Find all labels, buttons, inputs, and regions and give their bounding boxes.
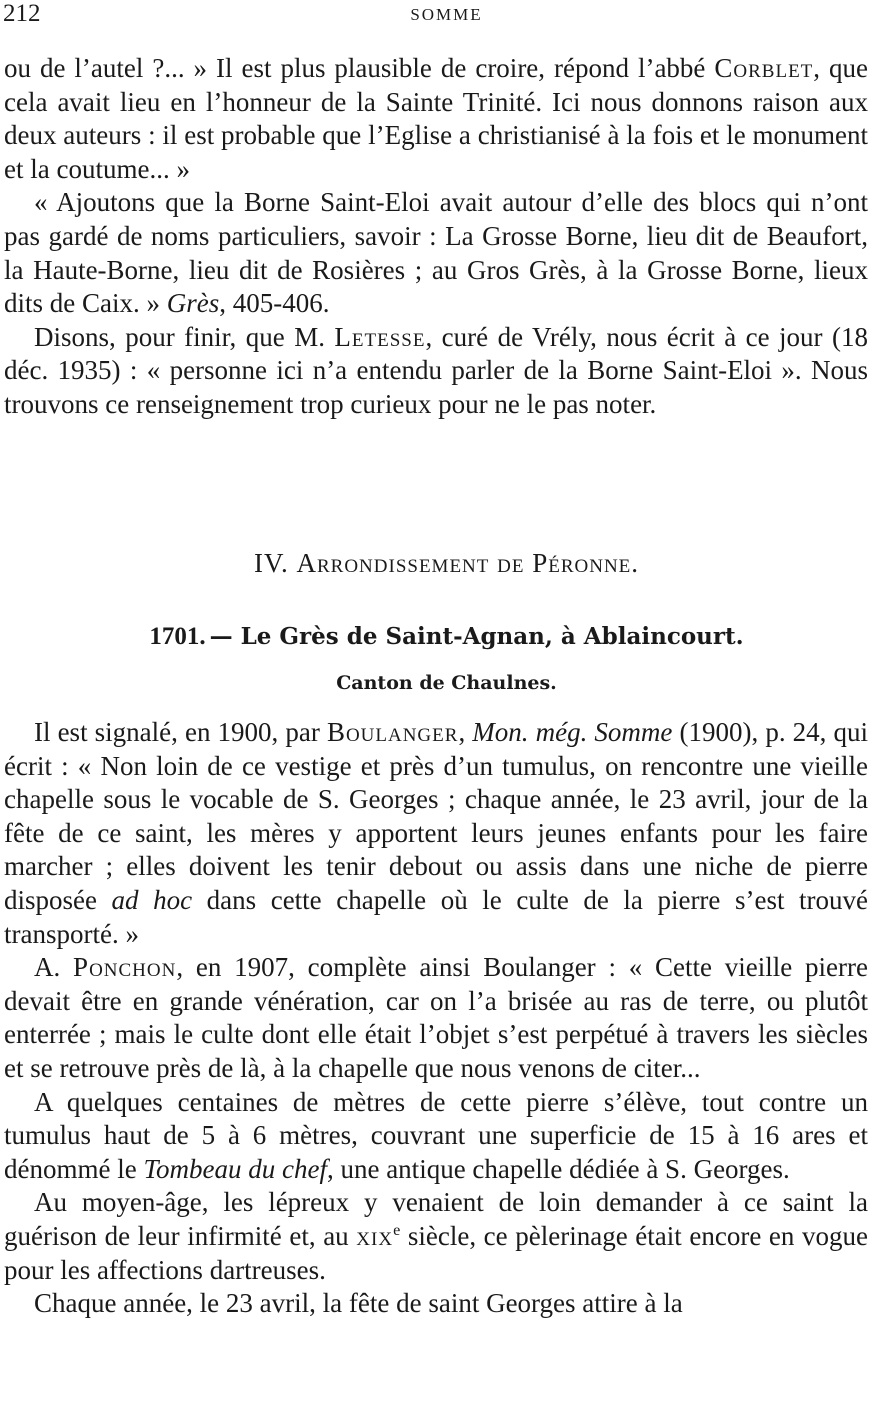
author-name: Ponchon (73, 952, 177, 983)
top-text-block (4, 52, 868, 422)
paragraph-boulanger (4, 716, 868, 951)
citation-title: Grès (166, 288, 220, 319)
paragraph-saint-georges (4, 1287, 868, 1321)
text-run: , curé de Vrély, nous écrit à ce jour (18 déc. 1935) : « personne ici n’a entendu parler de la Borne Saint-Eloi ». Nous trouvons ce renseignement trop curieux pour ne le pas noter. (4, 321, 868, 419)
text-run: Disons, pour finir, que M. (34, 321, 335, 352)
text-run: , (458, 717, 473, 747)
text-run: dans cette chapelle où le culte de la pierre s’est trouvé transporté. » (4, 884, 868, 949)
author-name: Corblet (714, 53, 814, 83)
text-run: (1900), p. 24, qui écrit : « Non loin de ce vestige et près d’un tumulus, on rencontre une vieille chapelle sous le vocable de S. Georges ; chaque année, le 23 avril, jour de la fête de ce saint, les mères y apportent leurs jeunes enfants pour les faire marcher ; elles doivent les tenir debout ou assis dans une niche de pierre disposée (4, 717, 868, 915)
text-run: A quelques centaines de mètres de cette pierre s’élève, tout contre un tumulus haut de 5 à 6 mètres, couvrant une superficie de 15 à 16 ares et dénommé le (4, 1086, 868, 1184)
canton-subtitle: Canton de Chaulnes. (336, 672, 557, 694)
author-name: Boulanger (326, 717, 459, 747)
text-run: siècle, ce pèlerinage était encore en vogue pour les affections dartreuses. (4, 1220, 868, 1285)
author-name: Letesse (334, 321, 426, 352)
page-header (0, 0, 893, 28)
latin-phrase: ad hoc (111, 884, 193, 915)
text-run: , en 1907, complète ainsi Boulanger : « Cette vieille pierre devait être en grande vénération, car on l’a brisée au ras de terre, ou plutôt enterrée ; mais le culte dont elle était l’objet s’est perpétué à travers les siècles et se retrouve près de là, à la chapelle que nous venons de citer... (4, 952, 869, 1083)
running-title: SOMME (410, 5, 483, 24)
entry-text-block (4, 716, 868, 1321)
entry-title-text: — Le Grès de Saint-Agnan, à Ablaincourt. (209, 623, 744, 650)
entry-title (0, 620, 893, 654)
text-run: Chaque année, le 23 avril, la fête de saint Georges attire à la (34, 1288, 683, 1319)
century-numeral: xix (356, 1220, 394, 1251)
section-title: Arrondissement de Péronne. (296, 548, 640, 578)
paragraph-lepreux (4, 1186, 868, 1287)
text-run: , que cela avait lieu en l’honneur de la Sainte Trinité. Ici nous donnons raison aux deux auteurs : il est probable que l’Eglise a christianisé à la fois et le monument et la coutume... » (4, 53, 869, 184)
text-run: Il est signalé, en 1900, par (34, 717, 327, 747)
text-run: Au moyen-âge, les lépreux y venaient de loin demander à ce saint la guérison de leur infirmité et, au (4, 1187, 868, 1251)
text-run: « Ajoutons que la Borne Saint-Eloi avait autour d’elle des blocs qui n’ont pas gardé de noms particuliers, savoir : La Grosse Borne, lieu dit de Beaufort, la Haute-Borne, lieu dit de Rosières ; au Gros Grès, à la Grosse Borne, lieux dits de Caix. » (4, 187, 868, 319)
text-run: A. (34, 952, 74, 983)
page-number: 212 (3, 0, 41, 27)
paragraph-ponchon (4, 951, 868, 1085)
text-run: , 405-406. (219, 288, 330, 319)
paragraph-chapelle (4, 1086, 868, 1187)
section-heading (0, 545, 893, 581)
paragraph-borne-saint-eloi (4, 186, 868, 320)
text-run: , une antique chapelle dédiée à S. Georges. (326, 1153, 790, 1184)
text-run: ou de l’autel ?... » Il est plus plausible de croire, répond l’abbé (4, 53, 715, 83)
ordinal-suffix: e (393, 1220, 401, 1239)
paragraph-corblet (4, 52, 868, 186)
paragraph-letesse (4, 321, 868, 422)
section-roman-numeral: IV. (253, 548, 289, 578)
place-name: Tombeau du chef (143, 1153, 327, 1184)
entry-number: 1701. (149, 623, 206, 650)
citation-title: Mon. még. Somme (472, 717, 673, 747)
